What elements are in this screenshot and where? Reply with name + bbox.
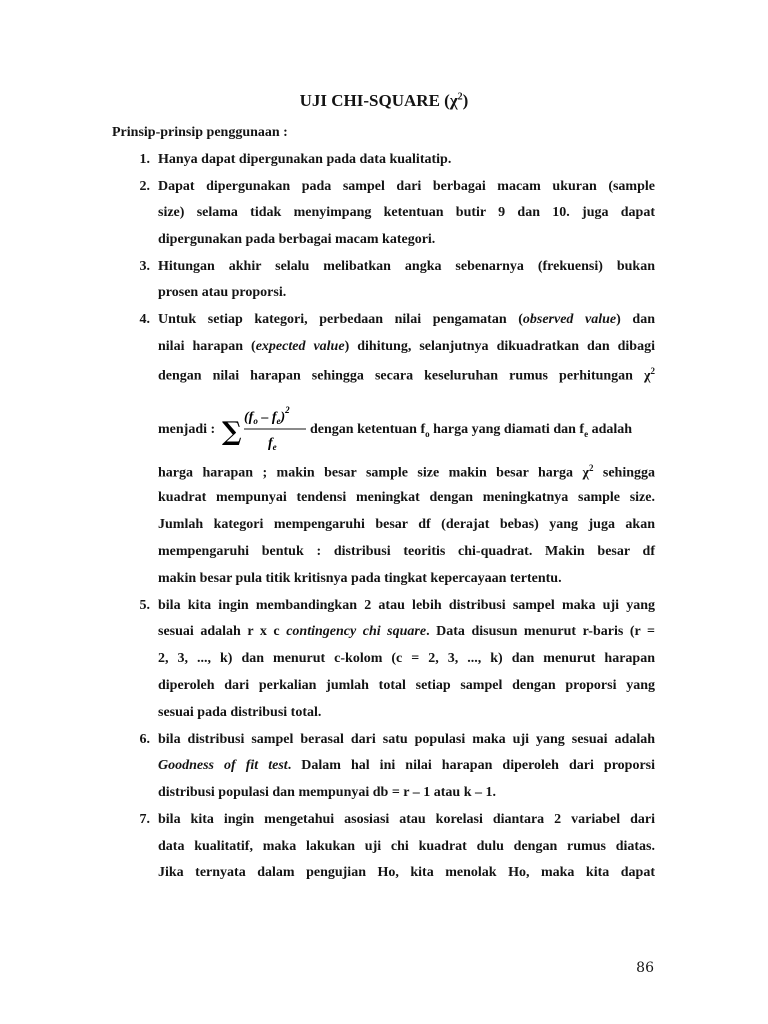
list-item-line: dengan nilai harapan sehingga secara keseluruhan rumus perhitungan $\chi^2$ bbox=[158, 366, 655, 384]
list-item-line: sesuai pada distribusi total. bbox=[158, 705, 322, 720]
list-item-line: 2, 3, ..., k) dan menurut c-kolom (c = 2, 3, ..., k) dan menurut harapan bbox=[158, 651, 655, 666]
formula-prefix: menjadi : bbox=[158, 422, 216, 437]
list-item-line: sesuai adalah r x c contingency chi square. Data disusun menurut r-baris (r = bbox=[158, 624, 655, 639]
sigma-symbol: ∑ bbox=[222, 417, 242, 447]
list-item-line: bila distribusi sampel berasal dari satu populasi maka uji yang sesuai adalah bbox=[158, 732, 655, 747]
list-item-number: 4. bbox=[139, 312, 150, 327]
list-item-line: size) selama tidak menyimpang ketentuan butir 9 dan 10. juga dapat bbox=[158, 205, 655, 220]
chi-square-formula bbox=[222, 402, 308, 456]
list-item-number: 5. bbox=[139, 598, 150, 613]
list-item-number: 7. bbox=[139, 812, 150, 827]
list-item-number: 3. bbox=[139, 259, 150, 274]
list-item-line: Untuk setiap kategori, perbedaan nilai pengamatan (observed value) dan bbox=[158, 312, 656, 327]
formula-numerator: $(f_o - f_e)^2$ bbox=[244, 405, 290, 426]
list-item-line: kuadrat mempunyai tendensi meningkat dengan meningkatnya sample size. bbox=[158, 490, 655, 505]
list-item-line: Dapat dipergunakan pada sampel dari berbagai macam ukuran (sample bbox=[158, 179, 655, 194]
list-item-line: harga harapan ; makin besar sample size makin besar harga $\chi^2$ sehingga bbox=[158, 463, 656, 481]
list-item-line: distribusi populasi dan mempunyai db = r – 1 atau k – 1. bbox=[158, 785, 496, 800]
list-item-line: bila kita ingin membandingkan 2 atau lebih distribusi sampel maka uji yang bbox=[158, 598, 655, 613]
list-item-number: 1. bbox=[139, 152, 150, 167]
intro-heading: Prinsip-prinsip penggunaan : bbox=[112, 125, 288, 140]
document-title: UJI CHI-SQUARE $(\chi^2)$ bbox=[299, 91, 469, 110]
formula-suffix: dengan ketentuan $f_o$ harga yang diamati dan $f_e$ adalah bbox=[310, 422, 633, 439]
list-item-line: data kualitatif, maka lakukan uji chi kuadrat dulu dengan rumus diatas. bbox=[158, 839, 655, 854]
list-item-number: 6. bbox=[139, 732, 150, 747]
list-item-line: Jumlah kategori mempengaruhi besar df (derajat bebas) yang juga akan bbox=[158, 517, 655, 532]
formula-denominator: $f_e$ bbox=[268, 436, 277, 452]
list-item-line: bila kita ingin mengetahui asosiasi atau korelasi diantara 2 variabel dari bbox=[158, 812, 655, 827]
list-item-line: diperoleh dari perkalian jumlah total setiap sampel dengan proporsi yang bbox=[158, 678, 655, 693]
list-item-line: nilai harapan (expected value) dihitung, selanjutnya dikuadratkan dan dibagi bbox=[158, 339, 655, 354]
page-number: 86 bbox=[636, 960, 654, 976]
list-item-line: makin besar pula titik kritisnya pada tingkat kepercayaan tertentu. bbox=[158, 571, 562, 586]
chi-square-formula-row bbox=[158, 402, 655, 456]
list-item-line: prosen atau proporsi. bbox=[158, 285, 287, 300]
list-item-line: mempengaruhi bentuk : distribusi teoritis chi-quadrat. Makin besar df bbox=[158, 544, 655, 559]
list-item-line: Hitungan akhir selalu melibatkan angka sebenarnya (frekuensi) bukan bbox=[158, 259, 655, 274]
list-item-line: dipergunakan pada berbagai macam kategori. bbox=[158, 232, 436, 247]
list-item-number: 2. bbox=[139, 179, 150, 194]
list-item-line: Goodness of fit test. Dalam hal ini nilai harapan diperoleh dari proporsi bbox=[158, 758, 655, 773]
list-item-line: Hanya dapat dipergunakan pada data kualitatip. bbox=[158, 152, 452, 167]
list-item-line: Jika ternyata dalam pengujian Ho, kita menolak Ho, maka kita dapat bbox=[158, 865, 655, 880]
